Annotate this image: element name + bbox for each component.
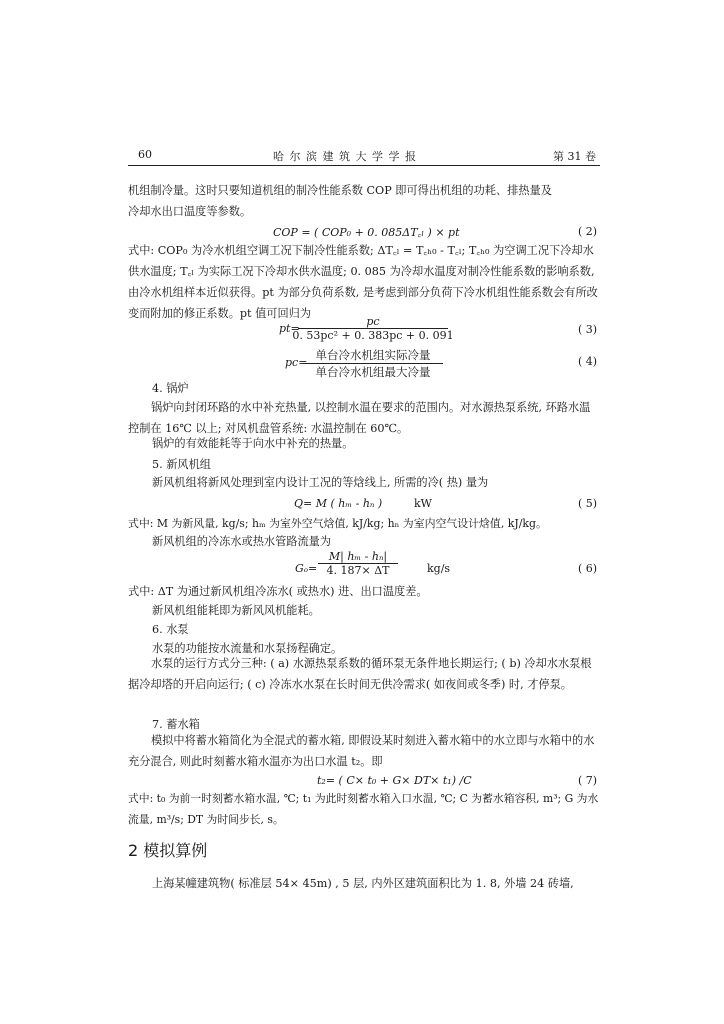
fresh-air-paragraph-1: 新风机组将新风处理到室内设计工况的等焓线上, 所需的冷( 热) 量为: [152, 476, 489, 489]
pump-paragraph-1: 水泵的功能按水流量和水泵扬程确定。: [152, 642, 343, 655]
journal-title: 哈 尔 滨 建 筑 大 学 学 报: [273, 150, 417, 163]
equation-6-denominator: 4. 187× ΔT: [326, 564, 390, 577]
equation-6-numerator: M| hₘ - hₙ|: [328, 550, 388, 563]
equation-6-unit: kg/s: [427, 562, 451, 575]
equation-4-fraction: [303, 347, 443, 380]
fresh-air-paragraph-2: 新风机组的冷冻水或热水管路流量为: [152, 535, 332, 548]
equation-3-lhs: pt=: [279, 322, 300, 335]
equation-4-lhs: pc=: [285, 356, 308, 369]
boiler-paragraph-1: 锅炉向封闭环路的水中补充热量, 以控制水温在要求的范围内。对水源热泵系统, 环路水温控制在 16℃ 以上; 对风机盘管系统: 水温控制在 60℃。: [128, 401, 591, 435]
water-tank-paragraph-1: 模拟中将蓄水箱简化为全混式的蓄水箱, 即假设某时刻进入蓄水箱中的水立即与水箱中的水充分混合, 则此时刻蓄水箱水温亦为出口水温 t₂。即: [128, 734, 595, 768]
intro-line-1: 机组制冷量。这时只要知道机组的制冷性能系数 COP 即可得出机组的功耗、排热量及: [128, 184, 552, 197]
equation-5-number: ( 5): [578, 497, 598, 510]
equation-6-number: ( 6): [578, 562, 598, 575]
fresh-air-paragraph-3: 新风机组能耗即为新风风机能耗。: [152, 604, 320, 617]
equation-4-number: ( 4): [578, 355, 598, 368]
equation-7-definitions: 式中: t₀ 为前一时刻蓄水箱水温, ℃; t₁ 为此时刻蓄水箱入口水温, ℃; C 为蓄水箱容积, m³; G 为水流量, m³/s; DT 为时间步长, s。: [128, 792, 599, 826]
heading-pump: 6. 水泵: [152, 623, 189, 636]
heading-boiler: 4. 锅炉: [152, 382, 189, 395]
equation-2-number: ( 2): [578, 225, 598, 238]
equation-3-fraction: [292, 315, 454, 342]
example-paragraph: 上海某幢建筑物( 标准层 54× 45m) , 5 层, 内外区建筑面积比为 1. 8, 外墙 24 砖墙,: [152, 877, 574, 890]
equation-6-lhs: Gₒ=: [295, 562, 318, 575]
volume-label: 第 31 卷: [553, 150, 596, 163]
equation-5-unit: kW: [414, 497, 432, 510]
section-heading: 2 模拟算例: [128, 841, 208, 860]
heading-fresh-air-unit: 5. 新风机组: [152, 458, 211, 471]
equation-3-numerator: pc: [366, 315, 380, 328]
intro-line-2: 冷却水出口温度等参数。: [128, 205, 252, 218]
equation-6-fraction: [318, 550, 398, 577]
equation-3-denominator: 0. 53pc² + 0. 383pc + 0. 091: [292, 329, 454, 342]
page-number: 60: [138, 148, 152, 161]
equation-5-definitions: 式中: M 为新风量, kg/s; hₘ 为室外空气焓值, kJ/kg; hₙ 为室内空气设计焓值, kJ/kg。: [128, 517, 547, 530]
equation-5: Q= M ( hₘ - hₙ ): [294, 497, 383, 510]
equation-7-number: ( 7): [578, 774, 598, 787]
heading-water-tank: 7. 蓄水箱: [152, 718, 200, 731]
equation-4-numerator: 单台冷水机组实际冷量: [315, 348, 431, 362]
equation-6-definitions: 式中: ΔT 为通过新风机组冷冻水( 或热水) 进、出口温度差。: [128, 585, 428, 598]
equation-3-number: ( 3): [578, 323, 598, 336]
equation-2: COP = ( COP₀ + 0. 085ΔT꜀ₗ ) × pt: [273, 226, 460, 239]
header-rule: [128, 165, 600, 166]
boiler-paragraph-2: 锅炉的有效能耗等于向水中补充的热量。: [152, 437, 354, 450]
equation-4-denominator: 单台冷水机组最大冷量: [315, 365, 431, 379]
equation-2-definitions: 式中: COP₀ 为冷水机组空调工况下制冷性能系数; ΔT꜀ₗ = T꜀ₕ₀ - T꜀ₗ; T꜀ₕ₀ 为空调工况下冷却水供水温度; T꜀ₗ 为实际工况下冷却水供水温度; 0. 085 为冷却水温度对制冷性能系数的影响系数, 由冷水机组样本近似获得。pt 为部分负荷系数, 是考虑到部分负荷下冷水机组性能系数会有所改变而附加的修正系数。pt 值可回归为: [128, 244, 598, 320]
pump-paragraph-2: 水泵的运行方式分三种: ( a) 水源热泵系数的循环泵无条件地长期运行; ( b) 冷却水水泵根据冷却塔的开启向运行; ( c) 冷冻水水泵在长时间无供冷需求( 如夜间或冬季) 时, 才停泵。: [128, 657, 592, 691]
equation-7: t₂= ( C× t₀ + G× DT× t₁) /C: [317, 774, 472, 787]
